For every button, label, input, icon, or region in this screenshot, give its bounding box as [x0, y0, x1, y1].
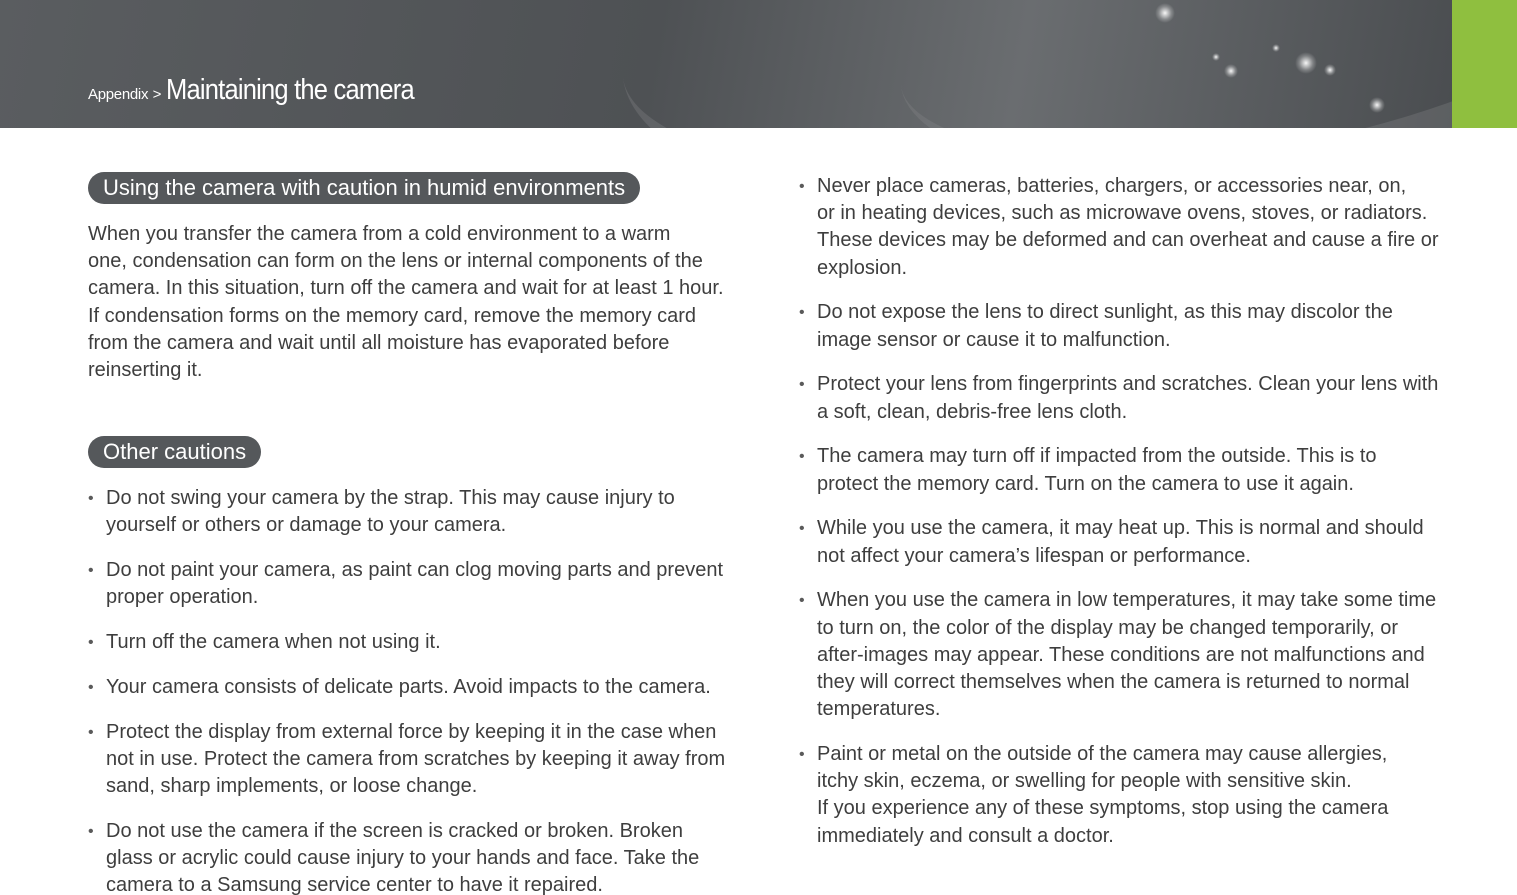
page-header-banner: [0, 0, 1452, 128]
list-item: [799, 741, 1459, 850]
list-item-line: If you experience any of these symptoms, stop using the camera: [817, 797, 1389, 820]
breadcrumb: [88, 74, 447, 107]
paragraph-line: reinserting it.: [88, 359, 203, 382]
list-item-line: not in use. Protect the camera from scratches by keeping it away from: [106, 747, 726, 770]
header-sparkle: [1224, 64, 1238, 78]
list-item-line: • Do not paint your camera, as paint can clog moving parts and prevent: [106, 559, 724, 581]
list-item-line: temperatures.: [817, 698, 941, 721]
list-item-line: • The camera may turn off if impacted from the outside. This is to: [817, 445, 1377, 468]
header-sparkle: [1272, 44, 1280, 52]
list-item-line: • While you use the camera, it may heat up. This is normal and should: [817, 517, 1424, 540]
list-item-line: These devices may be deformed and can overheat and cause a fire or: [817, 229, 1439, 252]
section-heading-humid: Using the camera with caution in humid environments: [88, 172, 640, 204]
list-item-line: • Protect your lens from fingerprints and scratches. Clean your lens with: [817, 373, 1439, 396]
list-item-line: immediately and consult a doctor.: [817, 824, 1114, 847]
list-item-line: to turn on, the color of the display may be changed temporarily, or: [817, 616, 1399, 639]
list-item-line: protect the memory card. Turn on the camera to use it again.: [817, 472, 1354, 495]
list-item-line: • Do not swing your camera by the strap. This may cause injury to: [106, 487, 675, 509]
list-item: [88, 485, 748, 539]
list-item-line: yourself or others or damage to your camera.: [106, 514, 507, 537]
header-sparkle: [1155, 3, 1175, 23]
list-item: [799, 173, 1459, 282]
list-item-line: • When you use the camera in low temperatures, it may take some time: [817, 589, 1437, 612]
page-title: Maintaining the camera: [165, 74, 414, 106]
list-item-line: explosion.: [817, 256, 908, 279]
list-item-line: • Turn off the camera when not using it.: [106, 631, 441, 653]
list-item: [799, 443, 1459, 497]
list-item: [799, 371, 1459, 425]
list-item-line: • Protect the display from external force by keeping it in the case when: [106, 720, 717, 743]
header-accent-tab: [1452, 0, 1517, 128]
list-item-line: • Never place cameras, batteries, chargers, or accessories near, on,: [817, 175, 1407, 197]
list-item-line: proper operation.: [106, 586, 259, 609]
paragraph-line: camera. In this situation, turn off the camera and wait for at least 1 hour.: [88, 277, 724, 300]
list-item-line: glass or acrylic could cause injury to your hands and face. Take the: [106, 847, 700, 869]
list-item-line: • Do not expose the lens to direct sunlight, as this may discolor the: [817, 301, 1393, 324]
list-item-line: image sensor or cause it to malfunction.: [817, 328, 1171, 351]
list-item-line: • Paint or metal on the outside of the camera may cause allergies,: [817, 743, 1388, 766]
list-item: [88, 674, 748, 701]
header-sparkle: [1324, 64, 1336, 76]
list-item-line: after-images may appear. These conditions are not malfunctions and: [817, 643, 1425, 666]
list-item-line: or in heating devices, such as microwave ovens, stoves, or radiators.: [817, 202, 1428, 225]
list-item-line: sand, sharp implements, or loose change.: [106, 775, 478, 797]
left-cautions-list: [88, 485, 748, 895]
breadcrumb-parent: Appendix: [88, 86, 149, 103]
list-item-line: not affect your camera’s lifespan or performance.: [817, 544, 1251, 567]
list-item-line: • Your camera consists of delicate parts. Avoid impacts to the camera.: [106, 675, 711, 698]
list-item: [88, 557, 748, 611]
right-cautions-list: [799, 173, 1459, 867]
header-sparkle: [1295, 52, 1317, 74]
humid-paragraph: [88, 221, 743, 384]
paragraph-line: When you transfer the camera from a cold environment to a warm: [88, 223, 671, 245]
list-item-line: • Do not use the camera if the screen is cracked or broken. Broken: [106, 819, 683, 842]
paragraph-line: from the camera and wait until all moisture has evaporated before: [88, 331, 670, 354]
list-item-line: a soft, clean, debris-free lens cloth.: [817, 400, 1128, 423]
header-sparkle: [1212, 53, 1220, 61]
breadcrumb-separator: >: [152, 86, 162, 103]
list-item: [88, 719, 748, 801]
list-item: [799, 515, 1459, 569]
list-item: [88, 629, 748, 656]
paragraph-line: If condensation forms on the memory card, remove the memory card: [88, 304, 697, 327]
list-item-line: itchy skin, eczema, or swelling for people with sensitive skin.: [817, 770, 1352, 793]
list-item: [799, 299, 1459, 353]
list-item-line: they will correct themselves when the camera is returned to normal: [817, 671, 1410, 694]
list-item: [799, 587, 1459, 723]
list-item-line: camera to a Samsung service center to have it repaired.: [106, 874, 603, 895]
list-item: [88, 818, 748, 895]
header-sparkle: [1369, 97, 1385, 113]
paragraph-line: one, condensation can form on the lens or internal components of the: [88, 250, 703, 273]
section-heading-other-cautions: Other cautions: [88, 436, 261, 468]
